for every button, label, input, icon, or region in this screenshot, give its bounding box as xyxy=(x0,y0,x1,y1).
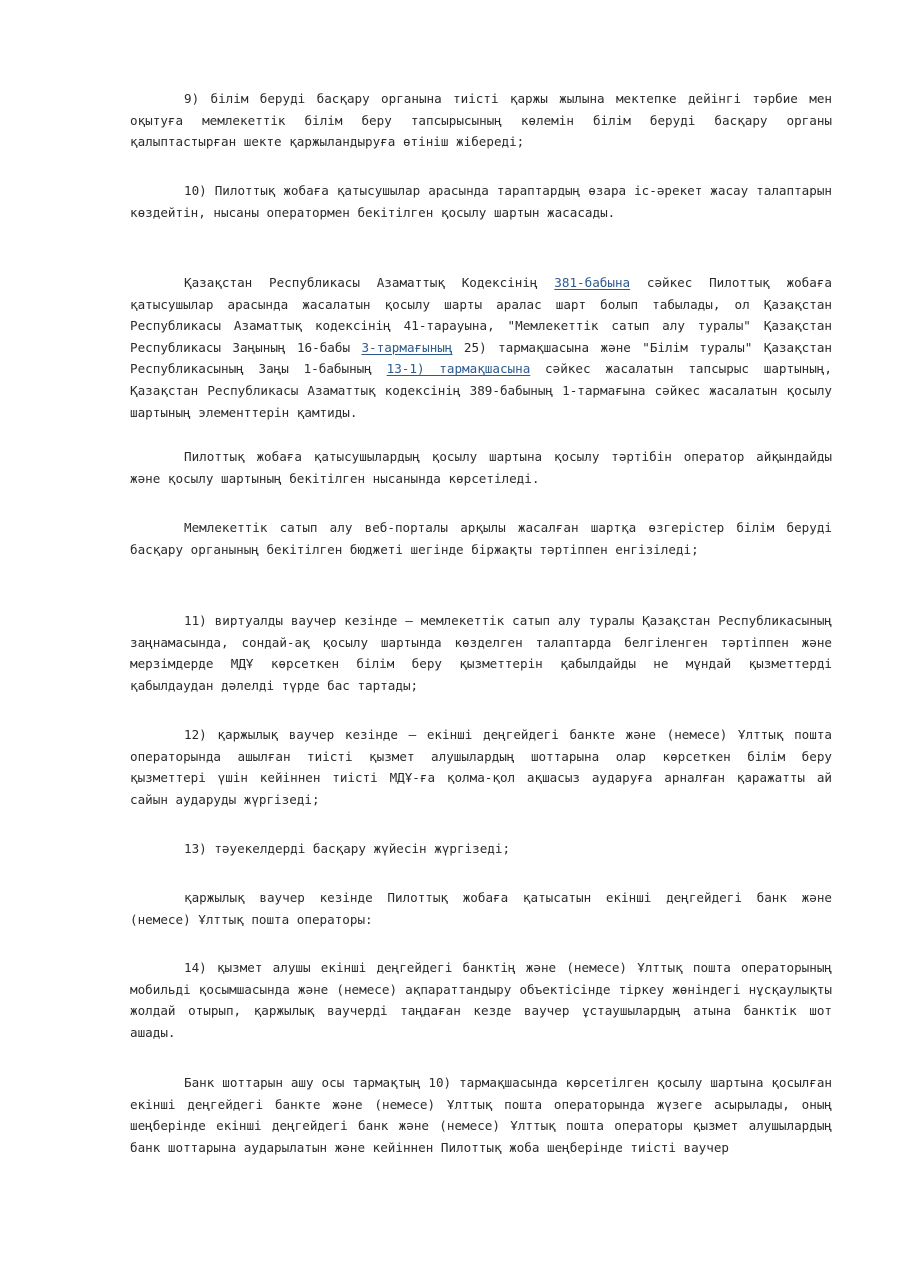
text-segment: сәйкес Пилоттық жобаға қатысушылар арасында жасалатын қосылу шарты аралас шарт болып табылады, ол Қазақстан Республикасы Азаматтық кодексінің 41-тарауына, "Мемлекеттік сатып алу туралы" Қазақстан Республикасы Заңының 16-бабы xyxy=(130,275,832,355)
paragraph-12: 12) қаржылық ваучер кезінде – екінші деңгейдегі банкте және (немесе) Ұлттық пошта операторында ашылған тиісті қызмет алушылардың шоттарына олар көрсеткен білім беру қызметтері үшін кейіннен тиісті МДҰ-ға қолма-қол ақшасыз аударуға арналған қаражатты ай сайын аударуды жүргізеді; xyxy=(130,727,832,807)
paragraph-bank-accounts: Банк шоттарын ашу осы тармақтың 10) тармақшасында көрсетілген қосылу шартына қосылған екінші деңгейдегі банкте және (немесе) Ұлттық пошта операторында жүзеге асырылады, оның шеңберінде екінші деңгейдегі банк және (немесе) Ұлттық пошта операторы қызмет алушылардың банк шоттарына аударылатын және кейіннен Пилоттық жоба шеңберінде тиісті ваучер xyxy=(130,1075,832,1155)
paragraph-13: 13) тәуекелдерді басқару жүйесін жүргізеді; xyxy=(184,841,511,856)
paragraph-accession-order: Пилоттық жобаға қатысушылардың қосылу шартына қосылу тәртібін оператор айқындайды және қосылу шартының бекітілген нысанында көрсетіледі. xyxy=(130,449,832,486)
text-segment: сәйкес жасалатын тапсырыс шартының, Қазақстан Республикасы Азаматтық кодексінің 389-бабының 1-тармағына сәйкес жасалатын қосылу шартының элементтерін қамтиды. xyxy=(130,361,832,420)
link-article-381[interactable]: 381-бабына xyxy=(554,275,631,290)
link-subclause-13-1[interactable]: 13-1) тармақшасына xyxy=(386,361,531,377)
paragraph-9: 9) білім беруді басқару органына тиісті қаржы жылына мектепке дейінгі тәрбие мен оқытуға мемлекеттік білім беру тапсырысының көлемін білім беруді басқару органы қалыптастырған шекте қаржыландыруға өтініш жібереді; xyxy=(130,91,832,150)
paragraph-11: 11) виртуалды ваучер кезінде – мемлекеттік сатып алу туралы Қазақстан Республикасының заңнамасында, сондай-ақ қосылу шартында көзделген талаптарда белгіленген тәртіппен және мерзімдерде МДҰ көрсеткен білім беру қызметтерін қабылдайды не мұндай қызметтерді қабылдаудан дәлелді түрде бас тартады; xyxy=(130,613,832,693)
text-segment: 25) тармақшасына және "Білім туралы" Қазақстан Республикасының Заңы 1-бабының xyxy=(130,339,832,377)
paragraph-10: 10) Пилоттық жобаға қатысушылар арасында тараптардың өзара іс-әрекет жасау талаптарын көздейтін, нысаны оператормен бекітілген қосылу шартын жасасады. xyxy=(130,183,832,220)
paragraph-contract-changes: Мемлекеттік сатып алу веб-порталы арқылы жасалған шартқа өзгерістер білім беруді басқару органының бекітілген бюджеті шегінде біржақты тәртіппен енгізіледі; xyxy=(130,520,832,557)
paragraph-civil-code xyxy=(130,272,832,423)
paragraph-bank-intro: қаржылық ваучер кезінде Пилоттық жобаға қатысатын екінші деңгейдегі банк және (немесе) Ұлттық пошта операторы: xyxy=(130,890,832,927)
paragraph-14: 14) қызмет алушы екінші деңгейдегі банктің және (немесе) Ұлттық пошта операторының мобильді қосымшасында және (немесе) ақпараттандыру объектісінде тіркеу жөніндегі нұсқаулықты жолдай отырып, қаржылық ваучерді таңдаған кезде ваучер ұстаушылардың атына банктік шот ашады. xyxy=(130,960,832,1040)
text-segment: Қазақстан Республикасы Азаматтық Кодексінің xyxy=(184,275,555,290)
link-clause-3[interactable]: 3-тармағының xyxy=(361,339,453,355)
